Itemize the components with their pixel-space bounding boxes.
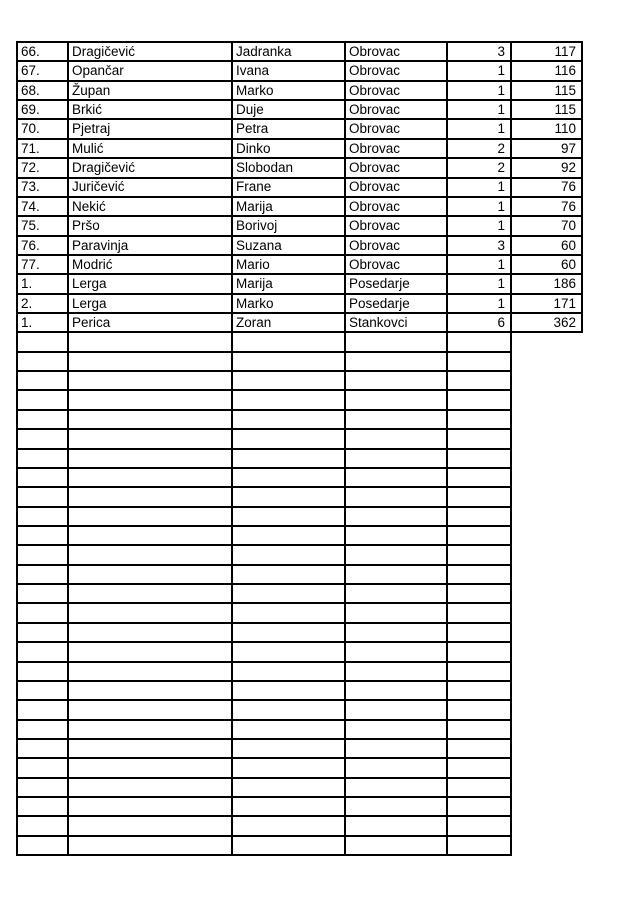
empty-cell	[447, 429, 511, 448]
empty-table-row	[17, 390, 582, 409]
table-row	[17, 255, 582, 274]
count-cell: 2	[447, 139, 511, 158]
empty-cell	[17, 468, 68, 487]
ghost-cell	[511, 429, 582, 448]
first-name-cell: Jadranka	[232, 42, 345, 61]
empty-cell	[17, 623, 68, 642]
empty-cell	[345, 352, 447, 371]
empty-cell	[447, 739, 511, 758]
empty-cell	[447, 700, 511, 719]
empty-cell	[68, 468, 232, 487]
count-cell: 2	[447, 158, 511, 177]
empty-cell	[17, 352, 68, 371]
points-cell: 60	[511, 255, 582, 274]
empty-cell	[17, 720, 68, 739]
empty-cell	[447, 797, 511, 816]
count-cell: 6	[447, 313, 511, 332]
empty-table-row	[17, 797, 582, 816]
empty-cell	[232, 778, 345, 797]
empty-cell	[68, 739, 232, 758]
last-name-cell: Lerga	[68, 274, 232, 293]
empty-table-row	[17, 429, 582, 448]
empty-table-row	[17, 642, 582, 661]
ghost-cell	[511, 332, 582, 351]
empty-cell	[447, 836, 511, 855]
ghost-cell	[511, 720, 582, 739]
empty-table-row	[17, 487, 582, 506]
ghost-cell	[511, 507, 582, 526]
empty-cell	[17, 797, 68, 816]
last-name-cell: Nekić	[68, 197, 232, 216]
ghost-cell	[511, 758, 582, 777]
count-cell: 1	[447, 274, 511, 293]
ghost-cell	[511, 352, 582, 371]
points-cell: 186	[511, 274, 582, 293]
empty-cell	[345, 545, 447, 564]
empty-cell	[68, 681, 232, 700]
ghost-cell	[511, 371, 582, 390]
empty-cell	[68, 758, 232, 777]
empty-cell	[68, 836, 232, 855]
ghost-cell	[511, 410, 582, 429]
points-cell: 171	[511, 294, 582, 313]
empty-cell	[17, 487, 68, 506]
ghost-cell	[511, 836, 582, 855]
last-name-cell: Perica	[68, 313, 232, 332]
ghost-cell	[511, 700, 582, 719]
rank-cell: 1.	[17, 274, 68, 293]
last-name-cell: Opančar	[68, 61, 232, 80]
empty-cell	[68, 545, 232, 564]
empty-cell	[68, 797, 232, 816]
empty-cell	[68, 487, 232, 506]
last-name-cell: Lerga	[68, 294, 232, 313]
empty-cell	[345, 642, 447, 661]
empty-cell	[232, 603, 345, 622]
empty-cell	[17, 449, 68, 468]
empty-table-row	[17, 720, 582, 739]
empty-cell	[68, 507, 232, 526]
empty-cell	[68, 778, 232, 797]
empty-cell	[17, 662, 68, 681]
empty-cell	[232, 526, 345, 545]
table-row	[17, 197, 582, 216]
empty-cell	[345, 797, 447, 816]
empty-cell	[345, 720, 447, 739]
place-cell: Obrovac	[345, 100, 447, 119]
points-cell: 76	[511, 178, 582, 197]
empty-cell	[447, 371, 511, 390]
results-table	[16, 41, 583, 856]
empty-cell	[17, 816, 68, 835]
empty-cell	[345, 449, 447, 468]
table-row	[17, 61, 582, 80]
count-cell: 1	[447, 100, 511, 119]
empty-cell	[68, 623, 232, 642]
empty-table-row	[17, 545, 582, 564]
points-cell: 110	[511, 119, 582, 138]
ghost-cell	[511, 390, 582, 409]
empty-cell	[68, 720, 232, 739]
points-cell: 70	[511, 216, 582, 235]
table-row	[17, 158, 582, 177]
empty-cell	[447, 758, 511, 777]
empty-cell	[68, 410, 232, 429]
empty-table-row	[17, 603, 582, 622]
empty-cell	[17, 836, 68, 855]
empty-cell	[232, 642, 345, 661]
table-row	[17, 119, 582, 138]
empty-cell	[447, 352, 511, 371]
last-name-cell: Brkić	[68, 100, 232, 119]
empty-cell	[17, 410, 68, 429]
first-name-cell: Dinko	[232, 139, 345, 158]
count-cell: 1	[447, 255, 511, 274]
empty-cell	[17, 429, 68, 448]
empty-cell	[232, 739, 345, 758]
place-cell: Stankovci	[345, 313, 447, 332]
empty-cell	[345, 468, 447, 487]
count-cell: 3	[447, 236, 511, 255]
table-row	[17, 294, 582, 313]
last-name-cell: Dragičević	[68, 42, 232, 61]
place-cell: Obrovac	[345, 255, 447, 274]
ghost-cell	[511, 662, 582, 681]
points-cell: 97	[511, 139, 582, 158]
empty-cell	[17, 603, 68, 622]
empty-table-row	[17, 371, 582, 390]
empty-cell	[345, 623, 447, 642]
empty-table-row	[17, 410, 582, 429]
empty-cell	[447, 662, 511, 681]
empty-cell	[345, 390, 447, 409]
empty-cell	[345, 778, 447, 797]
empty-table-row	[17, 816, 582, 835]
empty-cell	[232, 565, 345, 584]
empty-cell	[232, 390, 345, 409]
ghost-cell	[511, 487, 582, 506]
empty-cell	[232, 468, 345, 487]
empty-cell	[232, 352, 345, 371]
empty-table-row	[17, 778, 582, 797]
empty-cell	[447, 526, 511, 545]
empty-cell	[345, 332, 447, 351]
empty-cell	[345, 700, 447, 719]
empty-cell	[447, 410, 511, 429]
rank-cell: 71.	[17, 139, 68, 158]
empty-cell	[345, 662, 447, 681]
empty-cell	[232, 487, 345, 506]
table-row	[17, 216, 582, 235]
empty-cell	[345, 816, 447, 835]
empty-cell	[68, 603, 232, 622]
place-cell: Obrovac	[345, 42, 447, 61]
count-cell: 1	[447, 216, 511, 235]
empty-cell	[345, 681, 447, 700]
rank-cell: 67.	[17, 61, 68, 80]
empty-cell	[232, 507, 345, 526]
rank-cell: 66.	[17, 42, 68, 61]
points-cell: 60	[511, 236, 582, 255]
empty-cell	[232, 429, 345, 448]
empty-cell	[232, 332, 345, 351]
first-name-cell: Petra	[232, 119, 345, 138]
ghost-cell	[511, 739, 582, 758]
empty-cell	[17, 390, 68, 409]
rank-cell: 75.	[17, 216, 68, 235]
rank-cell: 77.	[17, 255, 68, 274]
empty-cell	[447, 565, 511, 584]
empty-cell	[68, 429, 232, 448]
empty-cell	[232, 545, 345, 564]
empty-cell	[232, 700, 345, 719]
count-cell: 1	[447, 178, 511, 197]
count-cell: 1	[447, 81, 511, 100]
last-name-cell: Juričević	[68, 178, 232, 197]
empty-cell	[447, 642, 511, 661]
empty-table-row	[17, 662, 582, 681]
place-cell: Obrovac	[345, 178, 447, 197]
table-row	[17, 236, 582, 255]
empty-cell	[345, 584, 447, 603]
empty-cell	[17, 507, 68, 526]
points-cell: 117	[511, 42, 582, 61]
rank-cell: 68.	[17, 81, 68, 100]
count-cell: 3	[447, 42, 511, 61]
rank-cell: 76.	[17, 236, 68, 255]
empty-cell	[68, 332, 232, 351]
empty-cell	[447, 681, 511, 700]
points-cell: 116	[511, 61, 582, 80]
first-name-cell: Mario	[232, 255, 345, 274]
table-row	[17, 100, 582, 119]
last-name-cell: Župan	[68, 81, 232, 100]
table-row	[17, 81, 582, 100]
empty-cell	[345, 836, 447, 855]
empty-cell	[232, 371, 345, 390]
place-cell: Obrovac	[345, 216, 447, 235]
table-row	[17, 139, 582, 158]
points-cell: 115	[511, 81, 582, 100]
first-name-cell: Duje	[232, 100, 345, 119]
ghost-cell	[511, 816, 582, 835]
ghost-cell	[511, 468, 582, 487]
ghost-cell	[511, 642, 582, 661]
results-table-body	[17, 42, 582, 855]
place-cell: Posedarje	[345, 294, 447, 313]
ghost-cell	[511, 797, 582, 816]
last-name-cell: Dragičević	[68, 158, 232, 177]
rank-cell: 73.	[17, 178, 68, 197]
first-name-cell: Suzana	[232, 236, 345, 255]
empty-cell	[232, 449, 345, 468]
last-name-cell: Mulić	[68, 139, 232, 158]
rank-cell: 2.	[17, 294, 68, 313]
empty-cell	[345, 758, 447, 777]
empty-table-row	[17, 449, 582, 468]
empty-cell	[232, 836, 345, 855]
empty-cell	[447, 507, 511, 526]
empty-cell	[447, 603, 511, 622]
empty-cell	[17, 681, 68, 700]
empty-cell	[68, 816, 232, 835]
place-cell: Obrovac	[345, 119, 447, 138]
table-row	[17, 274, 582, 293]
empty-cell	[17, 758, 68, 777]
ghost-cell	[511, 584, 582, 603]
first-name-cell: Zoran	[232, 313, 345, 332]
table-row	[17, 42, 582, 61]
empty-table-row	[17, 507, 582, 526]
empty-cell	[17, 642, 68, 661]
points-cell: 115	[511, 100, 582, 119]
empty-cell	[345, 565, 447, 584]
empty-cell	[345, 603, 447, 622]
empty-cell	[17, 371, 68, 390]
empty-cell	[447, 584, 511, 603]
ghost-cell	[511, 565, 582, 584]
last-name-cell: Pršo	[68, 216, 232, 235]
empty-cell	[68, 584, 232, 603]
empty-cell	[345, 507, 447, 526]
ghost-cell	[511, 449, 582, 468]
place-cell: Obrovac	[345, 61, 447, 80]
empty-cell	[447, 816, 511, 835]
points-cell: 76	[511, 197, 582, 216]
ghost-cell	[511, 526, 582, 545]
empty-cell	[345, 487, 447, 506]
empty-cell	[68, 371, 232, 390]
table-row	[17, 313, 582, 332]
empty-cell	[232, 662, 345, 681]
first-name-cell: Borivoj	[232, 216, 345, 235]
ghost-cell	[511, 623, 582, 642]
empty-table-row	[17, 584, 582, 603]
empty-cell	[447, 487, 511, 506]
place-cell: Posedarje	[345, 274, 447, 293]
ghost-cell	[511, 545, 582, 564]
empty-cell	[232, 584, 345, 603]
empty-cell	[345, 410, 447, 429]
empty-cell	[68, 526, 232, 545]
empty-table-row	[17, 352, 582, 371]
empty-cell	[345, 526, 447, 545]
table-row	[17, 178, 582, 197]
points-cell: 362	[511, 313, 582, 332]
first-name-cell: Slobodan	[232, 158, 345, 177]
empty-cell	[447, 545, 511, 564]
empty-table-row	[17, 739, 582, 758]
empty-cell	[447, 332, 511, 351]
first-name-cell: Marko	[232, 81, 345, 100]
empty-cell	[232, 758, 345, 777]
first-name-cell: Ivana	[232, 61, 345, 80]
empty-cell	[232, 410, 345, 429]
empty-table-row	[17, 700, 582, 719]
empty-cell	[447, 390, 511, 409]
place-cell: Obrovac	[345, 236, 447, 255]
empty-cell	[447, 468, 511, 487]
rank-cell: 1.	[17, 313, 68, 332]
count-cell: 1	[447, 61, 511, 80]
empty-cell	[68, 662, 232, 681]
rank-cell: 69.	[17, 100, 68, 119]
empty-cell	[345, 371, 447, 390]
empty-table-row	[17, 836, 582, 855]
first-name-cell: Marko	[232, 294, 345, 313]
empty-table-row	[17, 758, 582, 777]
empty-cell	[17, 778, 68, 797]
empty-cell	[232, 623, 345, 642]
empty-table-row	[17, 332, 582, 351]
empty-cell	[17, 700, 68, 719]
last-name-cell: Modrić	[68, 255, 232, 274]
place-cell: Obrovac	[345, 81, 447, 100]
last-name-cell: Paravinja	[68, 236, 232, 255]
empty-cell	[17, 526, 68, 545]
count-cell: 1	[447, 197, 511, 216]
ghost-cell	[511, 681, 582, 700]
empty-cell	[68, 449, 232, 468]
empty-cell	[232, 720, 345, 739]
empty-cell	[68, 352, 232, 371]
first-name-cell: Frane	[232, 178, 345, 197]
empty-cell	[68, 390, 232, 409]
empty-cell	[68, 642, 232, 661]
first-name-cell: Marija	[232, 274, 345, 293]
ghost-cell	[511, 603, 582, 622]
empty-cell	[17, 739, 68, 758]
rank-cell: 72.	[17, 158, 68, 177]
place-cell: Obrovac	[345, 197, 447, 216]
place-cell: Obrovac	[345, 139, 447, 158]
empty-cell	[447, 778, 511, 797]
count-cell: 1	[447, 294, 511, 313]
place-cell: Obrovac	[345, 158, 447, 177]
empty-cell	[68, 700, 232, 719]
empty-table-row	[17, 565, 582, 584]
empty-table-row	[17, 526, 582, 545]
empty-cell	[17, 332, 68, 351]
empty-cell	[447, 449, 511, 468]
first-name-cell: Marija	[232, 197, 345, 216]
empty-cell	[68, 565, 232, 584]
empty-cell	[17, 584, 68, 603]
points-cell: 92	[511, 158, 582, 177]
empty-cell	[345, 739, 447, 758]
ghost-cell	[511, 778, 582, 797]
empty-cell	[345, 429, 447, 448]
count-cell: 1	[447, 119, 511, 138]
empty-cell	[17, 545, 68, 564]
empty-cell	[232, 681, 345, 700]
empty-cell	[447, 623, 511, 642]
rank-cell: 70.	[17, 119, 68, 138]
empty-cell	[447, 720, 511, 739]
empty-table-row	[17, 681, 582, 700]
empty-table-row	[17, 468, 582, 487]
last-name-cell: Pjetraj	[68, 119, 232, 138]
empty-cell	[232, 797, 345, 816]
empty-table-row	[17, 623, 582, 642]
empty-cell	[232, 816, 345, 835]
rank-cell: 74.	[17, 197, 68, 216]
empty-cell	[17, 565, 68, 584]
